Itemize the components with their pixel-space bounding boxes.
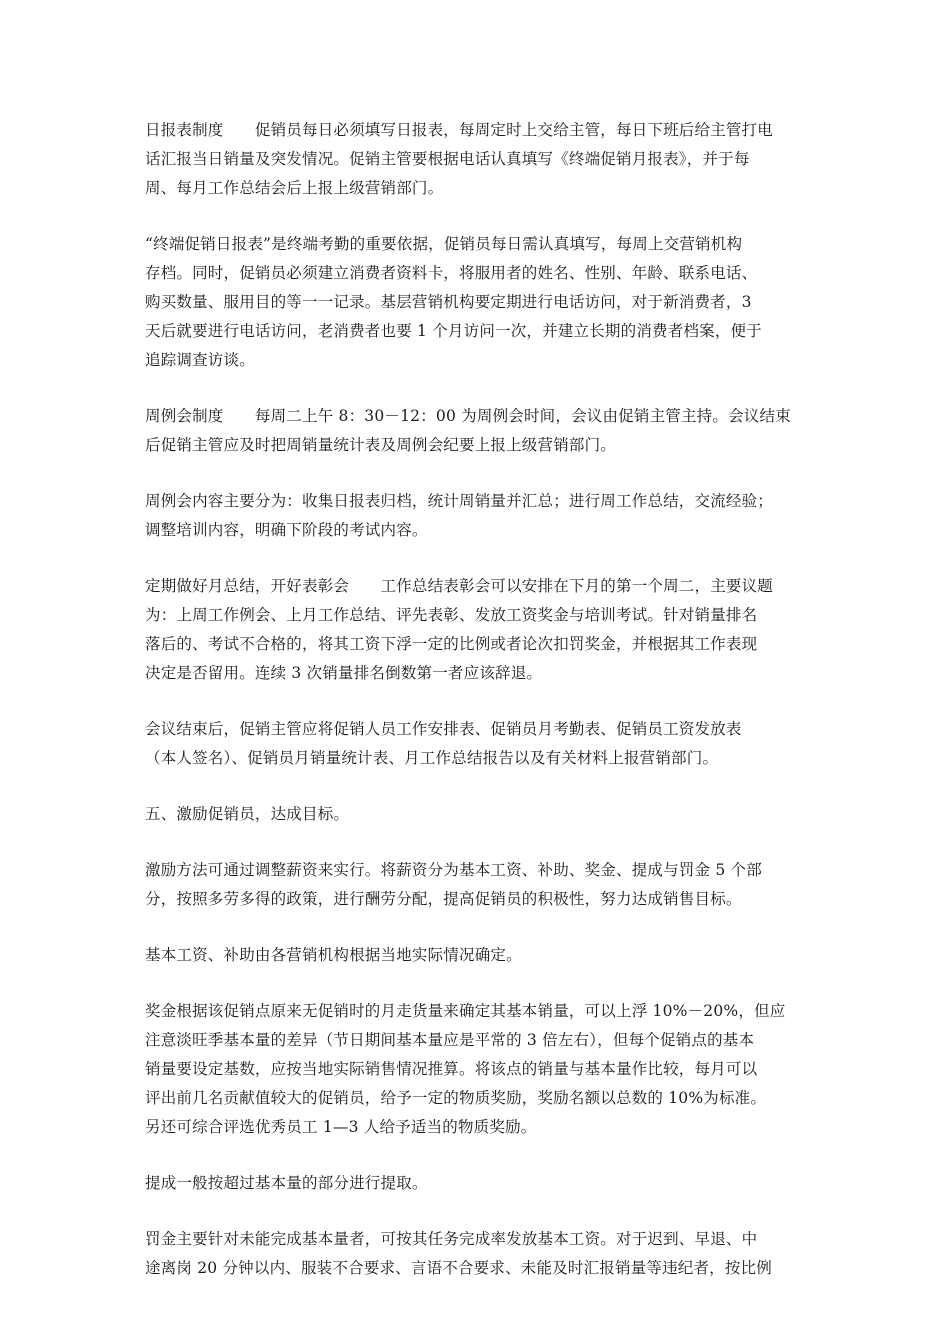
text-line: 激励方法可通过调整薪资来实行。将薪资分为基本工资、补助、奖金、提成与罚金 5 个部 [145, 861, 762, 879]
text-line: 存档。同时，促销员必须建立消费者资料卡，将服用者的姓名、性别、年龄、联系电话、 [145, 264, 758, 282]
text-line: 另还可综合评选优秀员工 1—3 人给予适当的物质奖励。 [145, 1118, 537, 1136]
paragraph-spacer [145, 375, 815, 402]
paragraph-daily-report-importance [145, 230, 815, 375]
text-line: 追踪调查访谈。 [145, 351, 255, 369]
paragraph-spacer [145, 688, 815, 715]
text-line: 提成一般按超过基本量的部分进行提取。 [145, 1174, 428, 1192]
paragraph-spacer [145, 914, 815, 941]
paragraph-bonus [145, 997, 815, 1142]
text-line: 话汇报当日销量及突发情况。促销主管要根据电话认真填写《终端促销月报表》，并于每 [145, 150, 750, 168]
text-line: 注意淡旺季基本量的差异（节日期间基本量应是平常的 3 倍左右），但每个促销点的基本 [145, 1031, 755, 1049]
paragraph-monthly-summary [145, 572, 815, 688]
text-line: 罚金主要针对未能完成基本量者，可按其任务完成率发放基本工资。对于迟到、早退、中 [145, 1230, 758, 1248]
text-line: 后促销主管应及时把周销量统计表及周例会纪要上报上级营销部门。 [145, 436, 617, 454]
paragraph-spacer [145, 460, 815, 487]
paragraph-weekly-meeting-content [145, 487, 815, 545]
text-line: 周例会内容主要分为：收集日报表归档，统计周销量并汇总；进行周工作总结，交流经验； [145, 492, 774, 510]
section-heading-five [145, 800, 815, 829]
text-line: 会议结束后，促销主管应将促销人员工作安排表、促销员月考勤表、促销员工资发放表 [145, 720, 742, 738]
text-line: （本人签名）、促销员月销量统计表、月工作总结报告以及有关材料上报营销部门。 [145, 749, 719, 767]
text-line: 分，按照多劳多得的政策，进行酬劳分配，提高促销员的积极性，努力达成销售目标。 [145, 890, 742, 908]
text-line: 为：上周工作例会、上月工作总结、评先表彰、发放工资奖金与培训考试。针对销量排名 [145, 606, 758, 624]
paragraph-weekly-meeting-system [145, 402, 815, 460]
paragraph-spacer [145, 203, 815, 230]
text-line: 奖金根据该促销点原来无促销时的月走货量来确定其基本销量，可以上浮 10%－20%，但应 [145, 1002, 786, 1020]
paragraph-spacer [145, 773, 815, 800]
text-line: 评出前几名贡献值较大的促销员，给予一定的物质奖励，奖励名额以总数的 10%为标准。 [145, 1089, 767, 1107]
paragraph-penalty [145, 1225, 815, 1283]
text-line: 日报表制度 促销员每日必须填写日报表，每周定时上交给主管，每日下班后给主管打电 [145, 121, 774, 139]
document-body [145, 116, 815, 1283]
text-line: 周、每月工作总结会后上报上级营销部门。 [145, 179, 444, 197]
paragraph-commission [145, 1169, 815, 1198]
text-line: 决定是否留用。连续 3 次销量排名倒数第一者应该辞退。 [145, 664, 543, 682]
text-line: 购买数量、服用目的等一一记录。基层营销机构要定期进行电话访问，对于新消费者，3 [145, 293, 752, 311]
text-line: 途离岗 20 分钟以内、服装不合要求、言语不合要求、未能及时汇报销量等违纪者，按比例 [145, 1259, 772, 1277]
paragraph-incentive-method [145, 856, 815, 914]
text-line: 周例会制度 每周二上午 8：30－12：00 为周例会时间，会议由促销主管主持。会议结束 [145, 407, 791, 425]
paragraph-spacer [145, 1198, 815, 1225]
paragraph-spacer [145, 970, 815, 997]
paragraph-base-salary [145, 941, 815, 970]
text-line: 销量要设定基数，应按当地实际销售情况推算。将该点的销量与基本量作比较，每月可以 [145, 1060, 758, 1078]
paragraph-daily-report-system [145, 116, 815, 203]
text-line: 基本工资、补助由各营销机构根据当地实际情况确定。 [145, 946, 522, 964]
text-line: 调整培训内容，明确下阶段的考试内容。 [145, 521, 428, 539]
paragraph-spacer [145, 545, 815, 572]
paragraph-spacer [145, 1142, 815, 1169]
text-line: 五、激励促销员，达成目标。 [145, 805, 350, 823]
text-line: 天后就要进行电话访问，老消费者也要 1 个月访问一次，并建立长期的消费者档案，便于 [145, 322, 762, 340]
text-line: “终端促销日报表”是终端考勤的重要依据，促销员每日需认真填写，每周上交营销机构 [145, 235, 743, 253]
paragraph-spacer [145, 829, 815, 856]
paragraph-after-meeting [145, 715, 815, 773]
text-line: 落后的、考试不合格的，将其工资下浮一定的比例或者论次扣罚奖金，并根据其工作表现 [145, 635, 758, 653]
text-line: 定期做好月总结，开好表彰会 工作总结表彰会可以安排在下月的第一个周二，主要议题 [145, 577, 774, 595]
